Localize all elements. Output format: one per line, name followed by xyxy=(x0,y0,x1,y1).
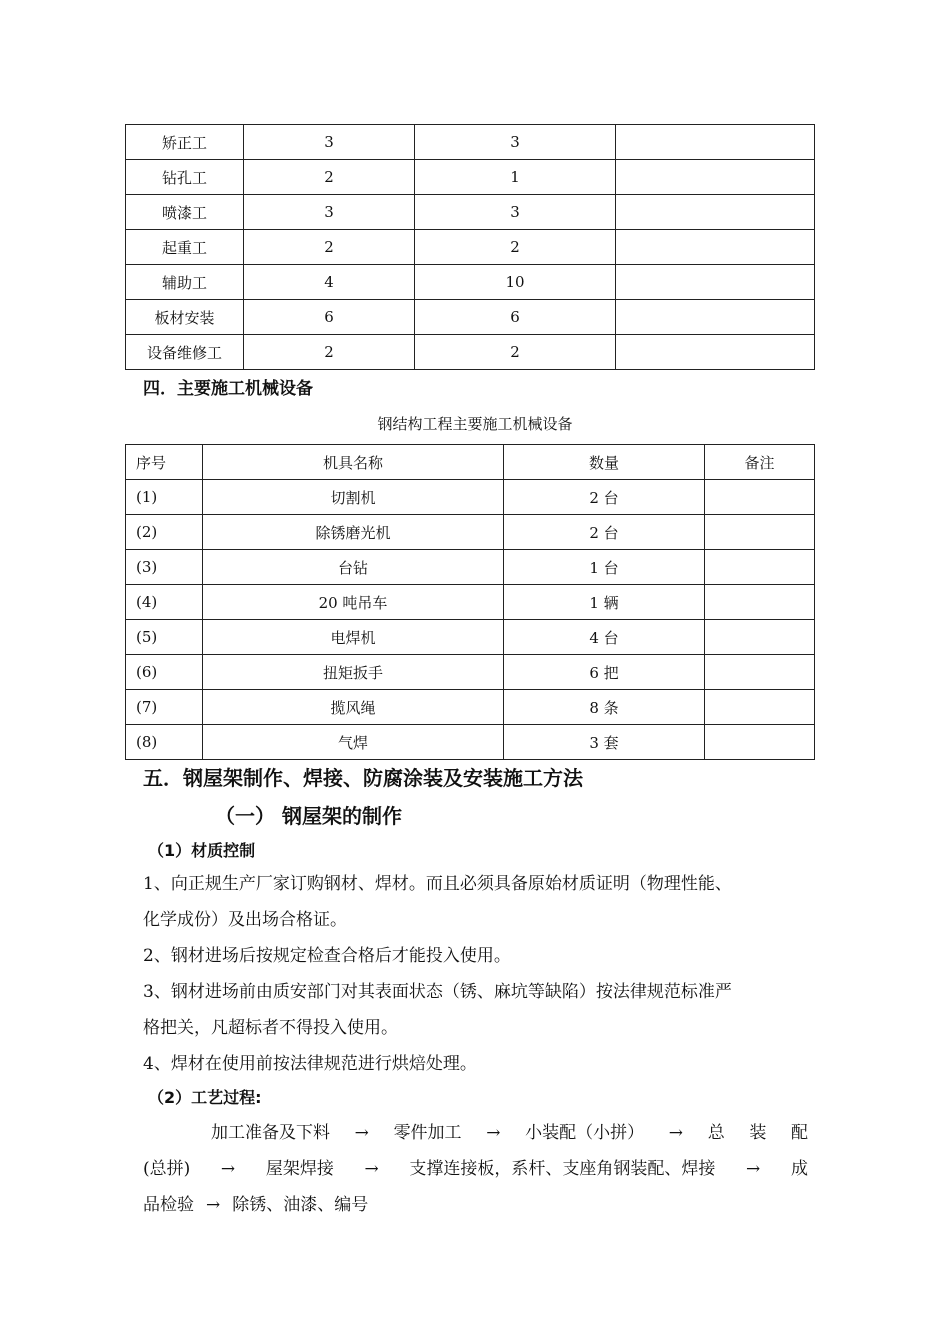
table-cell: (8) xyxy=(126,725,203,760)
table-caption: 钢结构工程主要施工机械设备 xyxy=(377,415,573,433)
table-cell: 8 条 xyxy=(504,690,705,725)
process-step: 支撑连接板，系杆、支座角钢装配、焊接 xyxy=(409,1159,716,1179)
table-cell: 设备维修工 xyxy=(126,335,244,370)
table-cell: 3 xyxy=(415,125,616,160)
table-cell: (5) xyxy=(126,620,203,655)
paragraph-line: 3、钢材进场前由质安部门对其表面状态（锈、麻坑等缺陷）按法律规范标准严 xyxy=(143,982,732,1002)
table-cell: 1 辆 xyxy=(504,585,705,620)
table-cell: 2 xyxy=(244,160,415,195)
process-flow-line xyxy=(143,1115,808,1151)
table-cell: 辅助工 xyxy=(126,265,244,300)
header-cell: 备注 xyxy=(705,445,815,480)
table-cell: (1) xyxy=(126,480,203,515)
table-cell: (4) xyxy=(126,585,203,620)
process-step: 屋架焊接 xyxy=(265,1159,334,1179)
table-cell: 4 xyxy=(244,265,415,300)
table-row xyxy=(126,585,815,620)
arrow-icon: → xyxy=(486,1123,501,1143)
subsection-heading: （一） 钢屋架的制作 xyxy=(215,804,402,828)
table-cell: 切割机 xyxy=(203,480,504,515)
table-cell: 喷漆工 xyxy=(126,195,244,230)
table-row xyxy=(126,655,815,690)
table-cell: (7) xyxy=(126,690,203,725)
table-cell xyxy=(616,265,815,300)
table-cell: 揽风绳 xyxy=(203,690,504,725)
header-cell: 序号 xyxy=(126,445,203,480)
process-step: 配 xyxy=(791,1123,808,1143)
table-row xyxy=(126,300,815,335)
table-cell: 10 xyxy=(415,265,616,300)
table-cell xyxy=(705,725,815,760)
process-step: 除锈、油漆、编号 xyxy=(232,1195,369,1215)
table-row xyxy=(126,725,815,760)
table-cell: 2 台 xyxy=(504,515,705,550)
table-cell xyxy=(616,125,815,160)
paragraph-4: 4、焊材在使用前按法律规范进行烘焙处理。 xyxy=(143,1054,477,1074)
table-cell: 板材安装 xyxy=(126,300,244,335)
table-row xyxy=(126,515,815,550)
table-cell: 3 套 xyxy=(504,725,705,760)
table-cell: 3 xyxy=(244,195,415,230)
table-cell: 2 xyxy=(415,335,616,370)
table-cell: (2) xyxy=(126,515,203,550)
process-step: 小装配（小拼） xyxy=(525,1123,645,1143)
process-step: (总拼) xyxy=(143,1159,191,1179)
table-cell: 钻孔工 xyxy=(126,160,244,195)
table-cell: (3) xyxy=(126,550,203,585)
process-flow xyxy=(143,1115,808,1223)
paragraph-line: 1、向正规生产厂家订购钢材、焊材。而且必须具备原始材质证明（物理性能、 xyxy=(143,874,732,894)
material-control-heading: （1）材质控制 xyxy=(148,841,256,860)
table-cell: 2 xyxy=(415,230,616,265)
section-4-heading: 四．主要施工机械设备 xyxy=(143,379,313,399)
table-row xyxy=(126,265,815,300)
arrow-icon: → xyxy=(206,1195,221,1215)
table-row xyxy=(126,620,815,655)
paragraph-line: 格把关，凡超标者不得投入使用。 xyxy=(143,1018,398,1038)
table-cell xyxy=(705,690,815,725)
process-step: 品检验 xyxy=(143,1195,194,1215)
header-cell: 机具名称 xyxy=(203,445,504,480)
machine-table xyxy=(125,444,815,760)
table-cell: 6 xyxy=(415,300,616,335)
table-cell: (6) xyxy=(126,655,203,690)
table-cell xyxy=(616,300,815,335)
table-cell: 1 xyxy=(415,160,616,195)
table-cell: 3 xyxy=(415,195,616,230)
table-cell: 电焊机 xyxy=(203,620,504,655)
table-row xyxy=(126,550,815,585)
arrow-icon: → xyxy=(364,1159,379,1179)
paragraph-line: 化学成份）及出场合格证。 xyxy=(143,910,347,930)
table-cell xyxy=(705,585,815,620)
paragraph-1 xyxy=(143,866,808,938)
labor-table xyxy=(125,124,815,370)
table-cell xyxy=(616,195,815,230)
table-cell: 起重工 xyxy=(126,230,244,265)
table-cell: 扭矩扳手 xyxy=(203,655,504,690)
process-step: 成 xyxy=(790,1159,808,1179)
process-step: 零件加工 xyxy=(393,1123,462,1143)
table-cell: 1 台 xyxy=(504,550,705,585)
table-row xyxy=(126,690,815,725)
process-flow-line xyxy=(143,1151,808,1187)
table-cell: 6 xyxy=(244,300,415,335)
table-cell: 台钻 xyxy=(203,550,504,585)
table-cell xyxy=(705,655,815,690)
table-cell: 矫正工 xyxy=(126,125,244,160)
process-step: 加工准备及下料 xyxy=(211,1123,330,1143)
paragraph-3 xyxy=(143,974,808,1046)
table-cell: 2 xyxy=(244,230,415,265)
table-row xyxy=(126,335,815,370)
table-cell: 3 xyxy=(244,125,415,160)
table-row xyxy=(126,125,815,160)
table-row xyxy=(126,480,815,515)
table-cell: 气焊 xyxy=(203,725,504,760)
table-cell xyxy=(616,160,815,195)
table-header-row xyxy=(126,445,815,480)
table-cell xyxy=(705,480,815,515)
table-cell xyxy=(705,515,815,550)
table-row xyxy=(126,195,815,230)
table-row xyxy=(126,160,815,195)
process-heading: （2）工艺过程: xyxy=(148,1088,262,1107)
process-flow-line xyxy=(143,1187,808,1223)
section-5-heading: 五．钢屋架制作、焊接、防腐涂装及安装施工方法 xyxy=(143,766,583,790)
table-cell xyxy=(616,335,815,370)
table-cell: 6 把 xyxy=(504,655,705,690)
process-step: 总 xyxy=(707,1123,725,1143)
table-cell xyxy=(705,550,815,585)
table-cell: 除锈磨光机 xyxy=(203,515,504,550)
table-cell: 2 台 xyxy=(504,480,705,515)
arrow-icon: → xyxy=(354,1123,369,1143)
table-cell xyxy=(616,230,815,265)
header-cell: 数量 xyxy=(504,445,705,480)
table-cell xyxy=(705,620,815,655)
table-cell: 2 xyxy=(244,335,415,370)
table-row xyxy=(126,230,815,265)
table-cell: 4 台 xyxy=(504,620,705,655)
arrow-icon: → xyxy=(668,1123,684,1143)
paragraph-2: 2、钢材进场后按规定检查合格后才能投入使用。 xyxy=(143,946,511,966)
process-step: 装 xyxy=(749,1123,767,1143)
arrow-icon: → xyxy=(220,1159,236,1179)
table-cell: 20 吨吊车 xyxy=(203,585,504,620)
arrow-icon: → xyxy=(746,1159,761,1179)
